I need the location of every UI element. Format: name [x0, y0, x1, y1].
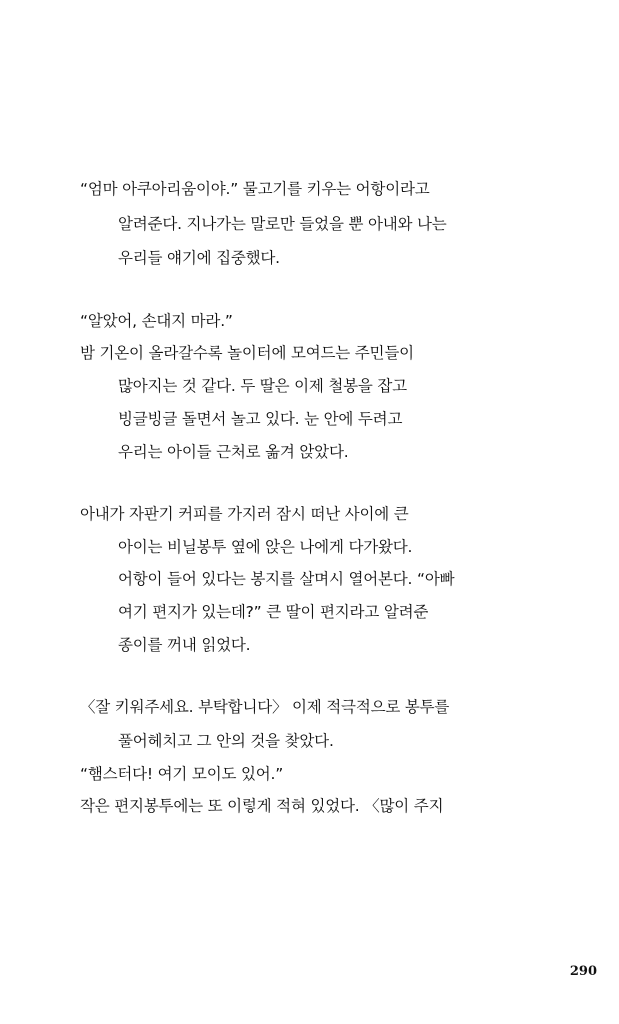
text-line: 빙글빙글 돌면서 놀고 있다. 눈 안에 두려고 [118, 410, 403, 428]
text-line: 우리는 아이들 근처로 옮겨 앉았다. [118, 443, 349, 461]
text-line: “엄마 아쿠아리움이야.” 물고기를 키우는 어항이라고 [80, 180, 430, 198]
text-line: “햄스터다! 여기 모이도 있어.” [80, 765, 284, 783]
text-line: 밤 기온이 올라갈수록 놀이터에 모여드는 주민들이 [80, 344, 414, 362]
text-line: 우리들 얘기에 집중했다. [118, 249, 280, 267]
text-line: 풀어헤치고 그 안의 것을 찾았다. [118, 732, 334, 750]
text-line: 여기 편지가 있는데?” 큰 딸이 편지라고 알려준 [118, 603, 429, 621]
text-line: 아이는 비닐봉투 옆에 앉은 나에게 다가왔다. [118, 538, 413, 556]
text-line: “알았어, 손대지 마라.” [80, 312, 233, 330]
text-line: 아내가 자판기 커피를 가지러 잠시 떠난 사이에 큰 [80, 505, 409, 523]
text-line: 작은 편지봉투에는 또 이렇게 적혀 있었다. 〈많이 주지 [80, 797, 444, 815]
text-line: 많아지는 것 같다. 두 딸은 이제 철봉을 잡고 [118, 377, 407, 395]
text-line: 〈잘 키워주세요. 부탁합니다〉 이제 적극적으로 봉투를 [80, 698, 450, 716]
text-line: 어항이 들어 있다는 봉지를 살며시 열어본다. “아빠 [118, 570, 455, 588]
text-line: 알려준다. 지나가는 말로만 들었을 뿐 아내와 나는 [118, 215, 447, 233]
page-number: 290 [569, 964, 597, 979]
text-line: 종이를 꺼내 읽었다. [118, 636, 251, 654]
